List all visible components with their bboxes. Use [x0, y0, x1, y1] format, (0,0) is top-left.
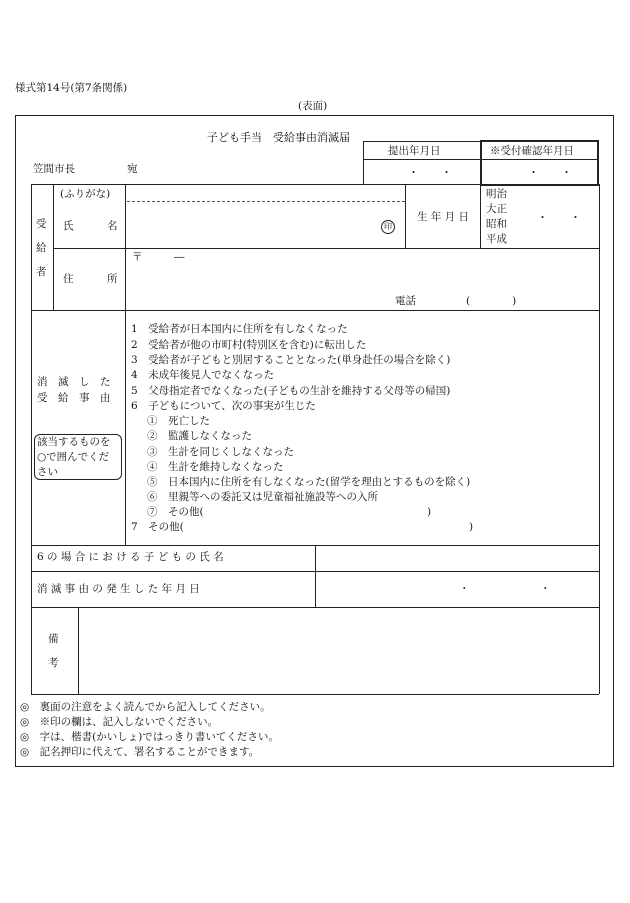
divider	[125, 184, 126, 310]
footer-note-2: ◎ ※印の欄は、記入しないでください。	[20, 716, 219, 728]
occurrence-date-dot-2: ・	[540, 583, 551, 595]
reason-option-7-close: )	[469, 521, 474, 533]
occurrence-date-label: 消 滅 事 由 の 発 生 し た 年 月 日	[37, 583, 200, 595]
divider	[53, 184, 54, 310]
postal-code-field[interactable]: 〒 ―	[132, 251, 185, 263]
name-label-1: 氏	[63, 220, 74, 232]
reason-option-4[interactable]: 4 未成年後見人でなくなった	[131, 369, 275, 381]
instruction-note-1: 該当するものを	[37, 436, 111, 448]
reason-option-1[interactable]: 1 受給者が日本国内に住所を有しなくなった	[131, 323, 348, 335]
addressee-name: 笠間市長	[33, 163, 75, 175]
furigana-input[interactable]	[129, 187, 403, 199]
divider	[125, 310, 126, 545]
phone-label: 電話	[395, 295, 416, 307]
era-meiji[interactable]: 明治	[486, 188, 507, 200]
divider	[53, 248, 599, 249]
divider	[31, 694, 599, 695]
submission-date-label: 提出年月日	[388, 145, 441, 157]
occurrence-date-dot-1: ・	[459, 583, 470, 595]
divider	[31, 310, 599, 311]
page-side-label: (表面)	[298, 100, 328, 112]
reason-sub-option-7-close: )	[427, 506, 432, 518]
reason-sub-option-5[interactable]: ⑤ 日本国内に住所を有しなくなった(留学を理由とするものを除く)	[147, 476, 471, 488]
reason-sub-option-7[interactable]: ⑦ その他(	[147, 506, 204, 518]
footer-note-1: ◎ 裏面の注意をよく読んでから記入してください。	[20, 701, 271, 713]
remarks-label-2: 考	[48, 657, 59, 669]
furigana-divider	[127, 201, 405, 202]
recipient-label-3: 者	[36, 266, 47, 278]
remarks-input[interactable]	[83, 611, 595, 691]
reason-sub-option-2[interactable]: ② 監護しなくなった	[147, 430, 252, 442]
divider	[31, 184, 599, 185]
form-title: 子ども手当 受給事由消滅届	[207, 131, 350, 144]
reason-option-5[interactable]: 5 父母指定者でなくなった(子どもの生計を維持する父母等の帰国)	[131, 385, 451, 397]
name-input[interactable]	[129, 206, 379, 244]
era-showa[interactable]: 昭和	[486, 218, 507, 230]
occurrence-date-input[interactable]	[320, 575, 595, 603]
address-label-1: 住	[63, 273, 74, 285]
instruction-note-2: ○で囲んでくだ	[37, 451, 110, 463]
footer-note-3: ◎ 字は、楷書(かいしょ)ではっきり書いてください。	[20, 731, 279, 743]
reason-option-3[interactable]: 3 受給者が子どもと別居することとなった(単身赴任の場合を除く)	[131, 354, 451, 366]
reason-sub-option-4[interactable]: ④ 生計を維持しなくなった	[147, 461, 284, 473]
divider	[31, 184, 32, 694]
remarks-label-1: 備	[48, 633, 59, 645]
divider	[599, 184, 600, 694]
divider	[405, 184, 406, 248]
era-heisei[interactable]: 平成	[486, 233, 507, 245]
divider	[363, 141, 364, 184]
divider	[363, 141, 480, 142]
footer-note-4: ◎ 記名押印に代えて、署名することができます。	[20, 746, 260, 758]
reason-option-2[interactable]: 2 受給者が他の市町村(特別区を含む)に転出した	[131, 339, 367, 351]
divider	[78, 607, 79, 694]
phone-field[interactable]: ( )	[466, 295, 517, 307]
divider	[481, 159, 598, 160]
seal-mark: 印	[381, 220, 395, 234]
reasons-label-1: 消 滅 し た	[37, 376, 111, 388]
reception-date-label: ※受付確認年月日	[490, 145, 574, 157]
dob-label: 生 年 月 日	[417, 211, 470, 223]
recipient-label-1: 受	[36, 218, 47, 230]
submission-date-field[interactable]: ・ ・	[408, 166, 452, 179]
instruction-note-3: さい	[37, 466, 58, 478]
reason-sub-option-3[interactable]: ③ 生計を同じくしなくなった	[147, 446, 294, 458]
era-taisho[interactable]: 大正	[486, 203, 507, 215]
reception-date-field: ・ ・	[528, 166, 572, 179]
reason-option-6[interactable]: 6 子どもについて、次の事実が生じた	[131, 400, 316, 412]
name-label-2: 名	[107, 220, 118, 232]
reason-sub-option-1[interactable]: ① 死亡した	[147, 415, 210, 427]
form-number: 様式第14号(第7条関係)	[15, 82, 128, 94]
address-input[interactable]	[129, 264, 594, 288]
divider	[31, 607, 599, 608]
divider	[480, 184, 481, 248]
child-name-label: 6 の 場 合 に お け る 子 ど も の 氏 名	[37, 551, 224, 563]
divider	[363, 159, 480, 160]
reason-sub-option-6[interactable]: ⑥ 里親等への委託又は児童福祉施設等への入所	[147, 491, 378, 503]
addressee-honorific: 宛	[127, 163, 138, 175]
dob-field[interactable]: ・ ・	[537, 211, 581, 224]
reasons-label-2: 受 給 事 由	[37, 392, 111, 404]
divider	[31, 571, 599, 572]
divider	[315, 545, 316, 607]
furigana-label: (ふりがな)	[60, 188, 111, 200]
address-label-2: 所	[107, 273, 118, 285]
child-name-input[interactable]	[320, 549, 595, 568]
recipient-label-2: 給	[36, 242, 47, 254]
reason-option-7[interactable]: 7 その他(	[131, 521, 184, 533]
